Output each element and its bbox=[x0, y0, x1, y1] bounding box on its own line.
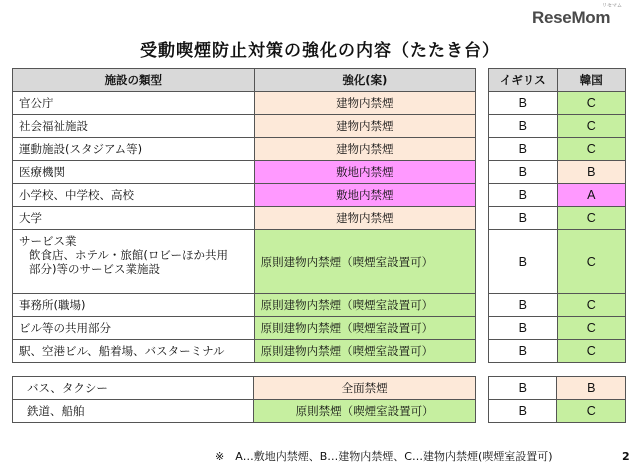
facility-name-cell: 医療機関 bbox=[13, 161, 255, 184]
facility-label: サービス業 bbox=[19, 234, 77, 248]
facility-name-cell: 駅、空港ビル、船着場、バスターミナル bbox=[13, 340, 255, 363]
transport-comparison-table bbox=[488, 376, 626, 423]
table-row bbox=[13, 92, 476, 115]
measure-cell: 全面禁煙 bbox=[254, 377, 476, 400]
table-row bbox=[489, 294, 626, 317]
uk-grade-cell: B bbox=[489, 207, 558, 230]
table-row bbox=[13, 317, 476, 340]
korea-grade-cell: C bbox=[557, 294, 626, 317]
uk-grade-cell: B bbox=[489, 184, 558, 207]
korea-grade-cell: B bbox=[557, 161, 626, 184]
table-row bbox=[13, 207, 476, 230]
header-facility-type: 施設の類型 bbox=[13, 69, 255, 92]
table-row bbox=[13, 340, 476, 363]
facility-name-cell: 社会福祉施設 bbox=[13, 115, 255, 138]
uk-grade-cell: B bbox=[489, 377, 557, 400]
uk-grade-cell: B bbox=[489, 138, 558, 161]
facility-name-cell: 事務所(職場) bbox=[13, 294, 255, 317]
uk-grade-cell: B bbox=[489, 161, 558, 184]
korea-grade-cell: C bbox=[557, 400, 626, 423]
measure-cell: 原則建物内禁煙（喫煙室設置可） bbox=[254, 230, 475, 294]
page-number: 2 bbox=[622, 450, 630, 463]
resemom-logo: ReseMom bbox=[532, 8, 611, 27]
korea-grade-cell: A bbox=[557, 184, 626, 207]
transport-table bbox=[12, 376, 476, 423]
korea-grade-cell: C bbox=[557, 230, 626, 294]
measure-cell: 敷地内禁煙 bbox=[254, 161, 475, 184]
table-row bbox=[489, 230, 626, 294]
table-row bbox=[489, 207, 626, 230]
table-row bbox=[13, 115, 476, 138]
header-strengthen-proposal: 強化(案) bbox=[254, 69, 475, 92]
table-row bbox=[489, 400, 626, 423]
korea-grade-cell: C bbox=[557, 207, 626, 230]
facility-name-cell: 運動施設(スタジアム等) bbox=[13, 138, 255, 161]
uk-grade-cell: B bbox=[489, 400, 557, 423]
korea-grade-cell: C bbox=[557, 138, 626, 161]
uk-grade-cell: B bbox=[489, 294, 558, 317]
facility-sub-label: 飲食店、ホテル・旅館(ロビーほか共用 bbox=[29, 248, 228, 262]
measure-cell: 敷地内禁煙 bbox=[254, 184, 475, 207]
header-uk: イギリス bbox=[489, 69, 558, 92]
measure-cell: 原則禁煙（喫煙室設置可） bbox=[254, 400, 476, 423]
measure-cell: 原則建物内禁煙（喫煙室設置可） bbox=[254, 294, 475, 317]
measure-cell: 建物内禁煙 bbox=[254, 115, 475, 138]
measure-cell: 建物内禁煙 bbox=[254, 138, 475, 161]
table-row bbox=[13, 161, 476, 184]
facility-name-cell: 大学 bbox=[13, 207, 255, 230]
uk-grade-cell: B bbox=[489, 230, 558, 294]
table-row bbox=[489, 92, 626, 115]
uk-grade-cell: B bbox=[489, 340, 558, 363]
korea-grade-cell: C bbox=[557, 340, 626, 363]
measure-cell: 建物内禁煙 bbox=[254, 92, 475, 115]
footnote: ※ A…敷地内禁煙、B…建物内禁煙、C…建物内禁煙(喫煙室設置可) bbox=[215, 450, 553, 463]
measure-cell: 建物内禁煙 bbox=[254, 207, 475, 230]
facility-name-cell: バス、タクシー bbox=[13, 377, 254, 400]
table-row bbox=[489, 138, 626, 161]
table-row bbox=[13, 184, 476, 207]
table-row bbox=[13, 377, 476, 400]
facility-name-cell: ビル等の共用部分 bbox=[13, 317, 255, 340]
uk-grade-cell: B bbox=[489, 115, 558, 138]
table-row bbox=[489, 377, 626, 400]
resemom-logo-sub: リセマム bbox=[602, 3, 622, 9]
facility-name-cell: 官公庁 bbox=[13, 92, 255, 115]
facility-table bbox=[12, 68, 476, 363]
facility-name-cell bbox=[13, 230, 255, 294]
measure-cell: 原則建物内禁煙（喫煙室設置可） bbox=[254, 317, 475, 340]
table-row bbox=[489, 161, 626, 184]
korea-grade-cell: C bbox=[557, 115, 626, 138]
table-row bbox=[13, 138, 476, 161]
measure-cell: 原則建物内禁煙（喫煙室設置可） bbox=[254, 340, 475, 363]
table-row bbox=[489, 317, 626, 340]
table-row bbox=[489, 115, 626, 138]
page-title: 受動喫煙防止対策の強化の内容（たたき台） bbox=[140, 41, 500, 61]
table-row bbox=[489, 184, 626, 207]
facility-name-cell: 小学校、中学校、高校 bbox=[13, 184, 255, 207]
table-row bbox=[13, 294, 476, 317]
korea-grade-cell: C bbox=[557, 92, 626, 115]
table-row bbox=[13, 230, 476, 294]
header-korea: 韓国 bbox=[557, 69, 626, 92]
uk-grade-cell: B bbox=[489, 92, 558, 115]
table-row bbox=[489, 340, 626, 363]
korea-grade-cell: C bbox=[557, 317, 626, 340]
facility-sub-label: 部分)等のサービス業施設 bbox=[29, 262, 160, 276]
uk-grade-cell: B bbox=[489, 317, 558, 340]
korea-grade-cell: B bbox=[557, 377, 626, 400]
facility-name-cell: 鉄道、船舶 bbox=[13, 400, 254, 423]
comparison-table bbox=[488, 68, 626, 363]
table-row bbox=[13, 400, 476, 423]
